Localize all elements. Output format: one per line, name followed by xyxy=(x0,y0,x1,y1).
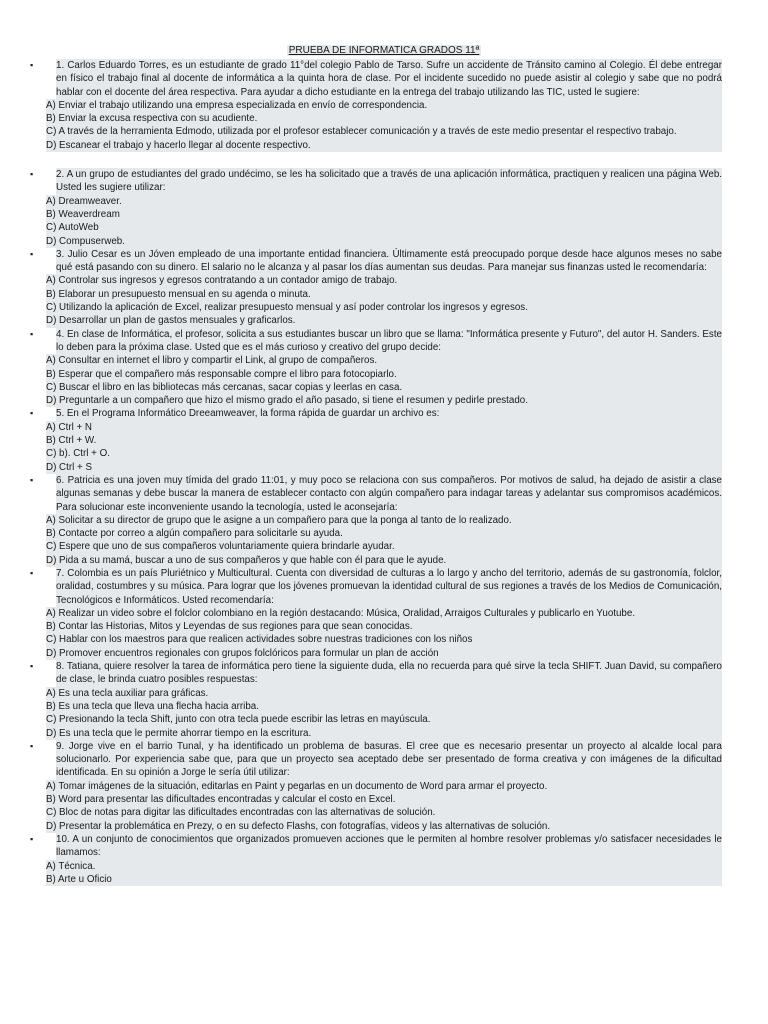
question-2 xyxy=(30,168,722,195)
option-list xyxy=(46,860,722,887)
question-text: 7. Colombia es un país Pluriétnico y Multicultural. Cuenta con diversidad de culturas a lo largo y ancho del territorio, además de su gastronomía, folclor, oralidad, costumbres y su música. Para lograr que los jóvenes promuevan la identidad cultural de sus regiones a través de los Medios de Comunicación, Tecnológicos e Informáticos. Usted recomendaría: xyxy=(56,567,722,606)
option-list xyxy=(46,99,722,152)
option: A) Realizar un video sobre el folclor colombiano en la región destacando: Música, Oralidad, Arraigos Culturales y publicarlo en Yuotube. xyxy=(46,607,722,620)
question-text: 5. En el Programa Informático Dreeamweaver, la forma rápida de guardar un archivo es: xyxy=(56,407,722,420)
question-text: 2. A un grupo de estudiantes del grado undécimo, se les ha solicitado que a través de una aplicación informática, practiquen y realicen una página Web. Usted les sugiere utilizar: xyxy=(56,169,722,194)
bullet-icon: ▪ xyxy=(30,328,34,339)
option: D) Compuserweb. xyxy=(46,235,722,248)
option-list xyxy=(46,687,722,740)
option: C) A través de la herramienta Edmodo, utilizada por el profesor establecer comunicación y a través de este medio presentar el respectivo trabajo. xyxy=(46,125,722,138)
question-1 xyxy=(30,59,722,99)
question-3 xyxy=(30,248,722,275)
option: A) Enviar el trabajo utilizando una empresa especializada en envío de correspondencia. xyxy=(46,99,722,112)
option: C) Espere que uno de sus compañeros voluntariamente quiera brindarle ayudar. xyxy=(46,540,722,553)
option: B) Elaborar un presupuesto mensual en su agenda o minuta. xyxy=(46,288,722,301)
question-5 xyxy=(30,407,722,420)
question-text: 8. Tatiana, quiere resolver la tarea de informática pero tiene la siguiente duda, ella no recuerda para qué sirve la tecla SHIFT. Juan David, su compañero de clase, le brinda cuatro posibles respuestas: xyxy=(56,661,722,686)
question-text: 3. Julio Cesar es un Jóven empleado de una importante entidad financiera. Últimamente está preocupado porque desde hace algunos meses no sabe qué está pasando con su dinero. El salario no le alcanza y al pasar los días aumentan sus deudas. Para manejar sus finanzas usted le recomendaría: xyxy=(56,248,722,274)
question-text: 6. Patricia es una joven muy tímida del grado 11:01, y muy poco se relaciona con sus compañeros. Por motivos de salud, ha dejado de asistir a clase algunas semanas y debe buscar la manera de establecer contacto con algún compañero para indagar tareas y adelantar sus compromisos académicos. Para solucionar este inconveniente usando la tecnología, usted le aconsejaría: xyxy=(56,474,722,513)
page-title: PRUEBA DE INFORMATICA GRADOS 11ª xyxy=(288,45,480,56)
option: A) Controlar sus ingresos y egresos contratando a un contador amigo de trabajo. xyxy=(46,274,722,287)
option: A) Consultar en internet el libro y compartir el Link, al grupo de compañeros. xyxy=(46,354,722,367)
option: D) Ctrl + S xyxy=(46,461,722,474)
option: A) Tomar imágenes de la situación, editarlas en Paint y pegarlas en un documento de Word para armar el proyecto. xyxy=(46,780,722,793)
option: C) Buscar el libro en las bibliotecas más cercanas, sacar copias y leerlas en casa. xyxy=(46,381,722,394)
question-4 xyxy=(30,328,722,355)
option: A) Técnica. xyxy=(46,860,722,873)
question-text: 10. A un conjunto de conocimientos que organizados promueven acciones que le permiten al hombre resolver problemas y/o satisfacer necesidades le llamamos: xyxy=(56,833,722,859)
option-list xyxy=(46,514,722,567)
option: D) Promover encuentros regionales con grupos folclóricos para formular un plan de acción xyxy=(46,647,722,660)
bullet-icon: ▪ xyxy=(30,661,34,672)
bullet-icon: ▪ xyxy=(30,740,34,751)
option: C) Utilizando la aplicación de Excel, realizar presupuesto mensual y así poder controlar los ingresos y egresos. xyxy=(46,301,722,314)
bullet-icon: ▪ xyxy=(30,567,34,578)
option: A) Ctrl + N xyxy=(46,421,722,434)
question-10 xyxy=(30,833,722,860)
question-6 xyxy=(30,474,722,514)
option: B) Contar las Historias, Mitos y Leyendas de sus regiones para que sean conocidas. xyxy=(46,620,722,633)
option: C) Hablar con los maestros para que realicen actividades sobre nuestras tradiciones con los niños xyxy=(46,633,722,646)
bullet-icon: ▪ xyxy=(30,474,34,485)
bullet-icon: ▪ xyxy=(30,169,34,180)
question-text: 9. Jorge vive en el barrio Tunal, y ha identificado un problema de basuras. El cree que es necesario presentar un proyecto al alcalde local para solucionarlo. Por experiencia sabe que, para que un proyecto sea aceptado debe ser presentado de forma creativa y con imágenes de la dificultad identificada. En su opinión a Jorge le sería útil utilizar: xyxy=(56,740,722,779)
option: D) Escanear el trabajo y hacerlo llegar al docente respectivo. xyxy=(46,139,722,152)
option: A) Solicitar a su director de grupo que le asigne a un compañero para que la ponga al tanto de lo realizado. xyxy=(46,514,722,527)
option: B) Word para presentar las dificultades encontradas y calcular el costo en Excel. xyxy=(46,793,722,806)
option-list xyxy=(46,274,722,327)
option: B) Contacte por correo a algún compañero para solicitarle su ayuda. xyxy=(46,527,722,540)
option: C) Bloc de notas para digitar las dificultades encontradas con las alternativas de solución. xyxy=(46,806,722,819)
option-list xyxy=(46,354,722,407)
bullet-icon: ▪ xyxy=(30,60,34,70)
question-8 xyxy=(30,660,722,687)
question-text: 1. Carlos Eduardo Torres, es un estudiante de grado 11°del colegio Pablo de Tarso. Sufre un accidente de Tránsito camino al Colegio. Él debe entregar en físico el trabajo final al docente de informática a la quinta hora de clase. Por el incidente sucedido no puede asistir al colegio y sabe que no podrá hablar con el docente del área respectiva. Para ayudar a dicho estudiante en la entrega del trabajo utilizando las TIC, usted le sugiere: xyxy=(56,60,722,98)
bullet-icon: ▪ xyxy=(30,408,34,419)
option: B) Arte u Oficio xyxy=(46,873,722,886)
option: B) Es una tecla que lleva una flecha hacia arriba. xyxy=(46,700,722,713)
option: B) Ctrl + W. xyxy=(46,434,722,447)
option: B) Weaverdream xyxy=(46,208,722,221)
option: A) Es una tecla auxiliar para gráficas. xyxy=(46,687,722,700)
option: B) Esperar que el compañero más responsable compre el libro para fotocopiarlo. xyxy=(46,368,722,381)
option-list xyxy=(46,421,722,474)
spacer xyxy=(46,152,722,168)
option: C) Presionando la tecla Shift, junto con otra tecla puede escribir las letras en mayúscula. xyxy=(46,713,722,726)
option: B) Enviar la excusa respectiva con su acudiente. xyxy=(46,112,722,125)
option-list xyxy=(46,607,722,660)
option: D) Pida a su mamá, buscar a uno de sus compañeros y que hable con él para que le ayude. xyxy=(46,554,722,567)
question-7 xyxy=(30,567,722,607)
option: D) Es una tecla que le permite ahorrar tiempo en la escritura. xyxy=(46,727,722,740)
bullet-icon: ▪ xyxy=(30,248,34,259)
option: D) Presentar la problemática en Prezy, o en su defecto Flashs, con fotografías, videos y las alternativas de solución. xyxy=(46,820,722,833)
option-list xyxy=(46,780,722,833)
option: A) Dreamweaver. xyxy=(46,195,722,208)
question-text: 4. En clase de Informática, el profesor, solicita a sus estudiantes buscar un libro que se llama: "Informática presente y Futuro", del autor H. Sanders. Este lo deben para la próxima clase. Usted que es el más curioso y creativo del grupo decide: xyxy=(56,328,722,353)
question-9 xyxy=(30,740,722,780)
option: C) AutoWeb xyxy=(46,221,722,234)
option-list xyxy=(46,195,722,248)
option: C) b). Ctrl + O. xyxy=(46,447,722,460)
bullet-icon: ▪ xyxy=(30,833,34,844)
option: D) Desarrollar un plan de gastos mensuales y graficarlos. xyxy=(46,314,722,327)
option: D) Preguntarle a un compañero que hizo el mismo grado el año pasado, si tiene el resumen y pedirle prestado. xyxy=(46,394,722,407)
